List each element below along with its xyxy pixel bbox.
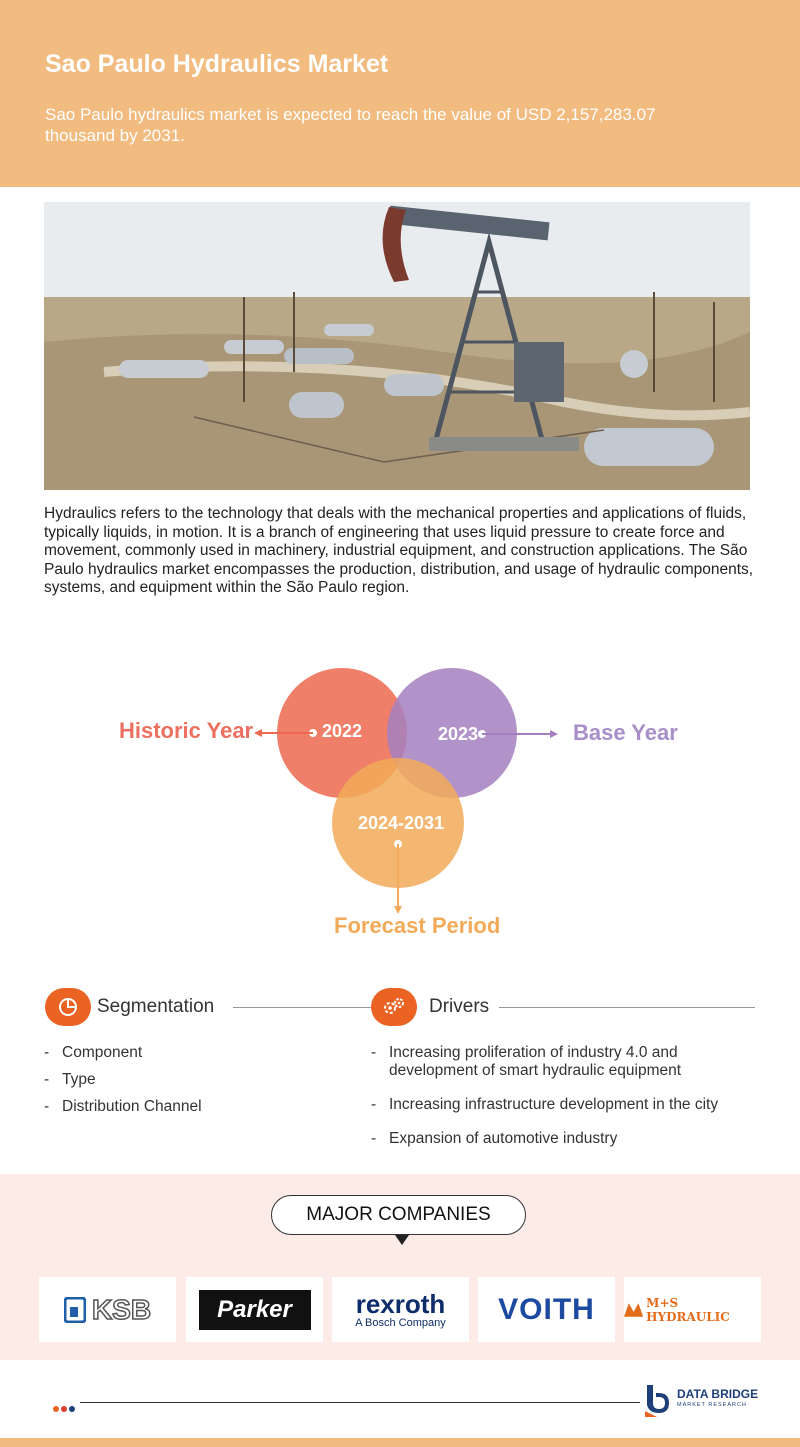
- forecast-year: 2024-2031: [358, 813, 445, 833]
- logo-ms-hydraulic: [624, 1277, 761, 1342]
- list-item: - Increasing infrastructure development in the city: [371, 1096, 761, 1114]
- logo-parker: [186, 1277, 323, 1342]
- header-banner: [0, 0, 800, 187]
- segmentation-divider: [233, 1007, 375, 1008]
- parker-logo-box: [199, 1290, 311, 1330]
- base-label: Base Year: [573, 720, 678, 745]
- page-title: Sao Paulo Hydraulics Market: [45, 50, 389, 78]
- major-companies-section: [0, 1174, 800, 1360]
- historic-label: Historic Year: [119, 718, 254, 743]
- list-item: - Increasing proliferation of industry 4.0 and development of smart hydraulic equipment: [371, 1044, 761, 1080]
- data-bridge-logo: [643, 1383, 763, 1419]
- list-item: - Component: [44, 1044, 344, 1062]
- dot-orange: [53, 1406, 59, 1412]
- list-item: - Expansion of automotive industry: [371, 1130, 761, 1148]
- logo-rexroth: [332, 1277, 469, 1342]
- segmentation-title: Segmentation: [97, 996, 215, 1017]
- dot-blue: [69, 1406, 75, 1412]
- logo-voith: [478, 1277, 615, 1342]
- timeline-venn: [0, 640, 800, 960]
- ms-logo-text: M+S HYDRAULIC: [646, 1295, 730, 1324]
- base-year: 2023: [438, 724, 479, 744]
- historic-year: 2022: [322, 721, 363, 741]
- drivers-title: Drivers: [429, 996, 490, 1017]
- gears-icon: [371, 988, 417, 1026]
- rexroth-logo-subtext: A Bosch Company: [355, 1316, 446, 1329]
- list-item: - Distribution Channel: [44, 1098, 344, 1116]
- segmentation-header: [45, 988, 375, 1028]
- brand-subtitle: MARKET RESEARCH: [677, 1402, 747, 1408]
- footer-divider: [80, 1402, 640, 1403]
- dot-red: [61, 1406, 67, 1412]
- footer-dots: [53, 1399, 77, 1417]
- intro-paragraph: Hydraulics refers to the technology that deals with the mechanical properties and applications of fluids, typically liquids, in motion. It is a branch of engineering that uses liquid pressure to create force and movement, commonly used in machinery, industrial equipment, and construction applications. The São Paulo hydraulics market encompasses the production, distribution, and usage of hydraulic components, systems, and equipment within the São Paulo region.: [44, 505, 754, 596]
- venn-arrows: [0, 640, 800, 960]
- drivers-divider: [499, 1007, 755, 1008]
- down-arrow-icon: [395, 1235, 409, 1245]
- bottom-accent-bar: [0, 1438, 800, 1447]
- rexroth-logo-text: rexroth: [355, 1288, 446, 1319]
- drivers-list: [371, 1044, 761, 1148]
- data-bridge-mark: [643, 1383, 673, 1417]
- ksb-logo-text: KSB: [91, 1293, 152, 1325]
- segmentation-list: [44, 1044, 344, 1116]
- drivers-header: [371, 988, 755, 1028]
- brand-name: DATA BRIDGE: [677, 1387, 759, 1401]
- parker-logo-text: Parker: [217, 1295, 292, 1323]
- logo-ksb: [39, 1277, 176, 1342]
- pie-chart-icon: [45, 988, 91, 1026]
- page-subtitle: Sao Paulo hydraulics market is expected to reach the value of USD 2,157,283.07 thousand by 2031.: [45, 105, 656, 145]
- major-companies-title: MAJOR COMPANIES: [271, 1195, 526, 1235]
- forecast-label: Forecast Period: [334, 913, 501, 938]
- list-item: - Type: [44, 1071, 344, 1089]
- hero-image: [44, 202, 750, 490]
- voith-logo-text: VOITH: [498, 1292, 595, 1326]
